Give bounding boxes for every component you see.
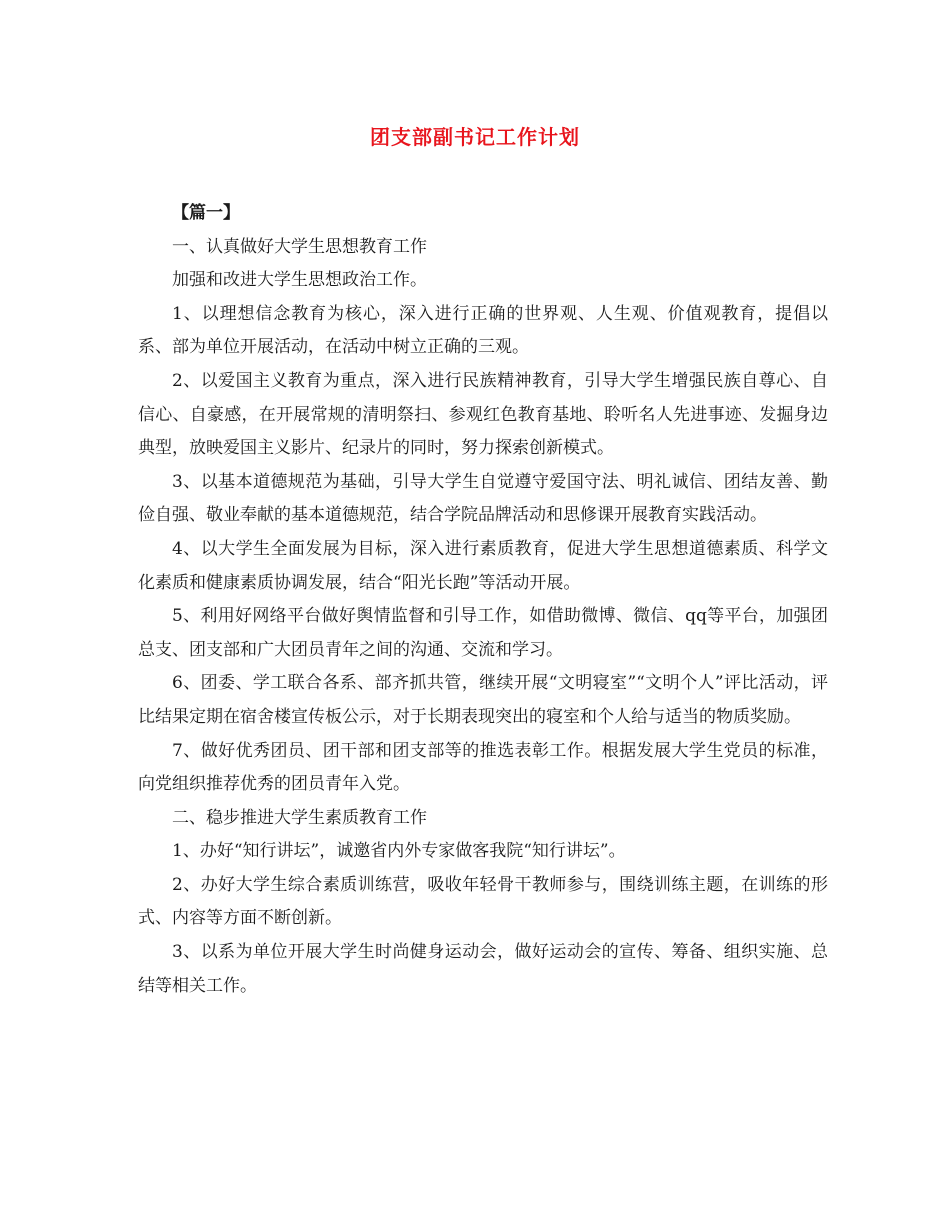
- paragraph-item-7: 7、做好优秀团员、团干部和团支部等的推选表彰工作。根据发展大学生党员的标准，向党组织推荐优秀的团员青年入党。: [138, 740, 828, 795]
- document-title: 团支部副书记工作计划: [370, 125, 580, 149]
- heading-quality-education: 二、稳步推进大学生素质教育工作: [172, 807, 427, 828]
- paragraph-quality-item-1: 1、办好“知行讲坛”，诚邀省内外专家做客我院“知行讲坛”。: [172, 841, 626, 862]
- paragraph-item-5: 5、利用好网络平台做好舆情监督和引导工作，如借助微博、微信、qq等平台，加强团总支、团支部和广大团员青年之间的沟通、交流和学习。: [138, 606, 828, 660]
- paragraph-item-3: 3、以基本道德规范为基础，引导大学生自觉遵守爱国守法、明礼诚信、团结友善、勤俭自强、敬业奉献的基本道德规范，结合学院品牌活动和思修课开展教育实践活动。: [138, 471, 828, 526]
- paragraph-intro: 加强和改进大学生思想政治工作。: [172, 270, 427, 291]
- paragraph-item-6: 6、团委、学工联合各系、部齐抓共管，继续开展“文明寝室”“文明个人”评比活动，评比结果定期在宿舍楼宣传板公示，对于长期表现突出的寝室和个人给与适当的物质奖励。: [138, 673, 828, 727]
- section-label-part-one: 【篇一】: [172, 203, 240, 223]
- heading-ideological-education: 一、认真做好大学生思想教育工作: [172, 236, 427, 257]
- paragraph-item-4: 4、以大学生全面发展为目标，深入进行素质教育，促进大学生思想道德素质、科学文化素质和健康素质协调发展，结合“阳光长跑”等活动开展。: [138, 538, 828, 593]
- document-body: [138, 197, 828, 1003]
- paragraph-quality-item-2: 2、办好大学生综合素质训练营，吸收年轻骨干教师参与，围绕训练主题，在训练的形式、内容等方面不断创新。: [138, 874, 828, 929]
- paragraph-quality-item-3: 3、以系为单位开展大学生时尚健身运动会，做好运动会的宣传、筹备、组织实施、总结等相关工作。: [138, 942, 828, 996]
- paragraph-item-1: 1、以理想信念教育为核心，深入进行正确的世界观、人生观、价值观教育，提倡以系、部为单位开展活动，在活动中树立正确的三观。: [138, 303, 828, 358]
- paragraph-item-2: 2、以爱国主义教育为重点，深入进行民族精神教育，引导大学生增强民族自尊心、自信心、自豪感，在开展常规的清明祭扫、参观红色教育基地、聆听名人先进事迹、发掘身边典型，放映爱国主义影片、纪录片的同时，努力探索创新模式。: [138, 370, 828, 459]
